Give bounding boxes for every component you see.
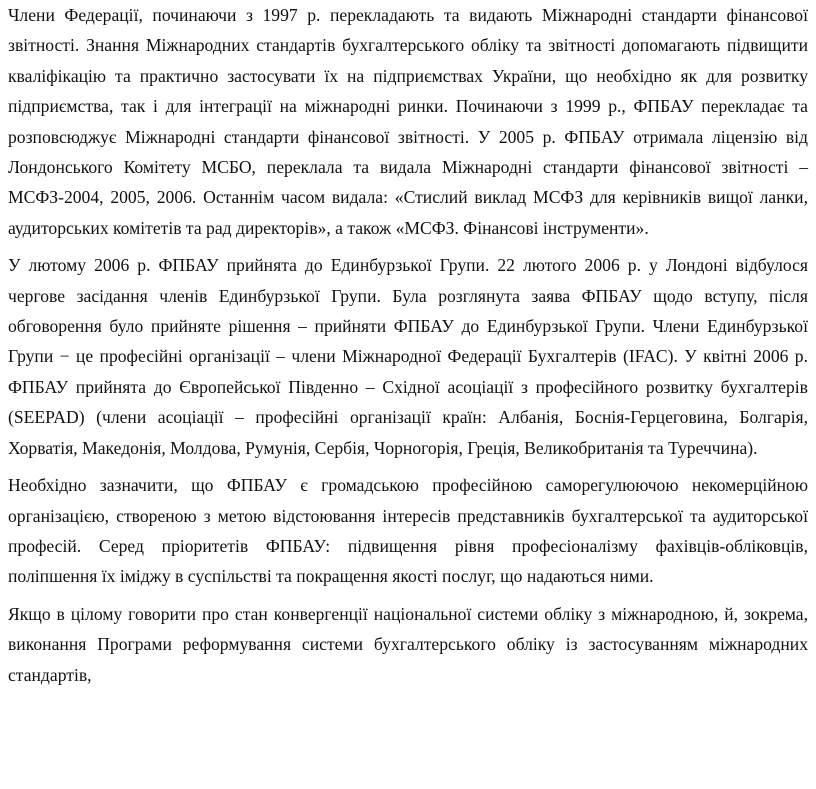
document-page (8, 0, 808, 690)
paragraph-federation-standards: Члени Федерації, починаючи з 1997 р. перекладають та видають Міжнародні стандарти фінансової звітності. Знання Міжнародних стандартів бухгалтерського обліку та звітності допомагають підвищити кваліфікацію та практично застосувати їх на підприємствах України, що необхідно як для розвитку підприємства, так і для інтеграції на міжнародні ринки. Починаючи з 1999 р., ФПБАУ перекладає та розповсюджує Міжнародні стандарти фінансової звітності. У 2005 р. ФПБАУ отримала ліцензію від Лондонського Комітету МСБО, переклала та видала Міжнародні стандарти фінансової звітності – МСФЗ-2004, 2005, 2006. Останнім часом видала: «Стислий виклад МСФЗ для керівників вищої ланки, аудиторських комітетів та рад директорів», а також «МСФЗ. Фінансові інструменти». (8, 5, 808, 238)
paragraph-fpbau-priorities: Необхідно зазначити, що ФПБАУ є громадською професійною саморегулюючою некомерційною організацією, створеною з метою відстоювання інтересів представників бухгалтерської та аудиторської професій. Серед пріоритетів ФПБАУ: підвищення рівня професіоналізму фахівців-обліковців, поліпшення їх іміджу в суспільстві та покращення якості послуг, що надаються ними. (8, 475, 808, 587)
paragraph-convergence: Якщо в цілому говорити про стан конвергенції національної системи обліку з міжнародною, й, зокрема, виконання Програми реформування системи бухгалтерського обліку із застосуванням міжнародних стандартів, (8, 603, 808, 685)
paragraph-edinburgh-group: У лютому 2006 р. ФПБАУ прийнята до Единбурзької Групи. 22 лютого 2006 р. у Лондоні відбулося чергове засідання членів Единбурзької Групи. Була розглянута заява ФПБАУ щодо вступу, після обговорення було прийняте рішення – прийняти ФПБАУ до Единбурзької Групи. Члени Единбурзької Групи − це професійні організації – члени Міжнародної Федерації Бухгалтерів (IFAC). У квітні 2006 р. ФПБАУ прийнята до Європейської Південно – Східної асоціації з професійного розвитку бухгалтерів (SEEPAD) (члени асоціації – професійні організації країн: Албанія, Боснія-Герцеговина, Болгарія, Хорватія, Македонія, Молдова, Румунія, Сербія, Чорногорія, Греція, Великобританія та Туреччина). (8, 255, 808, 458)
